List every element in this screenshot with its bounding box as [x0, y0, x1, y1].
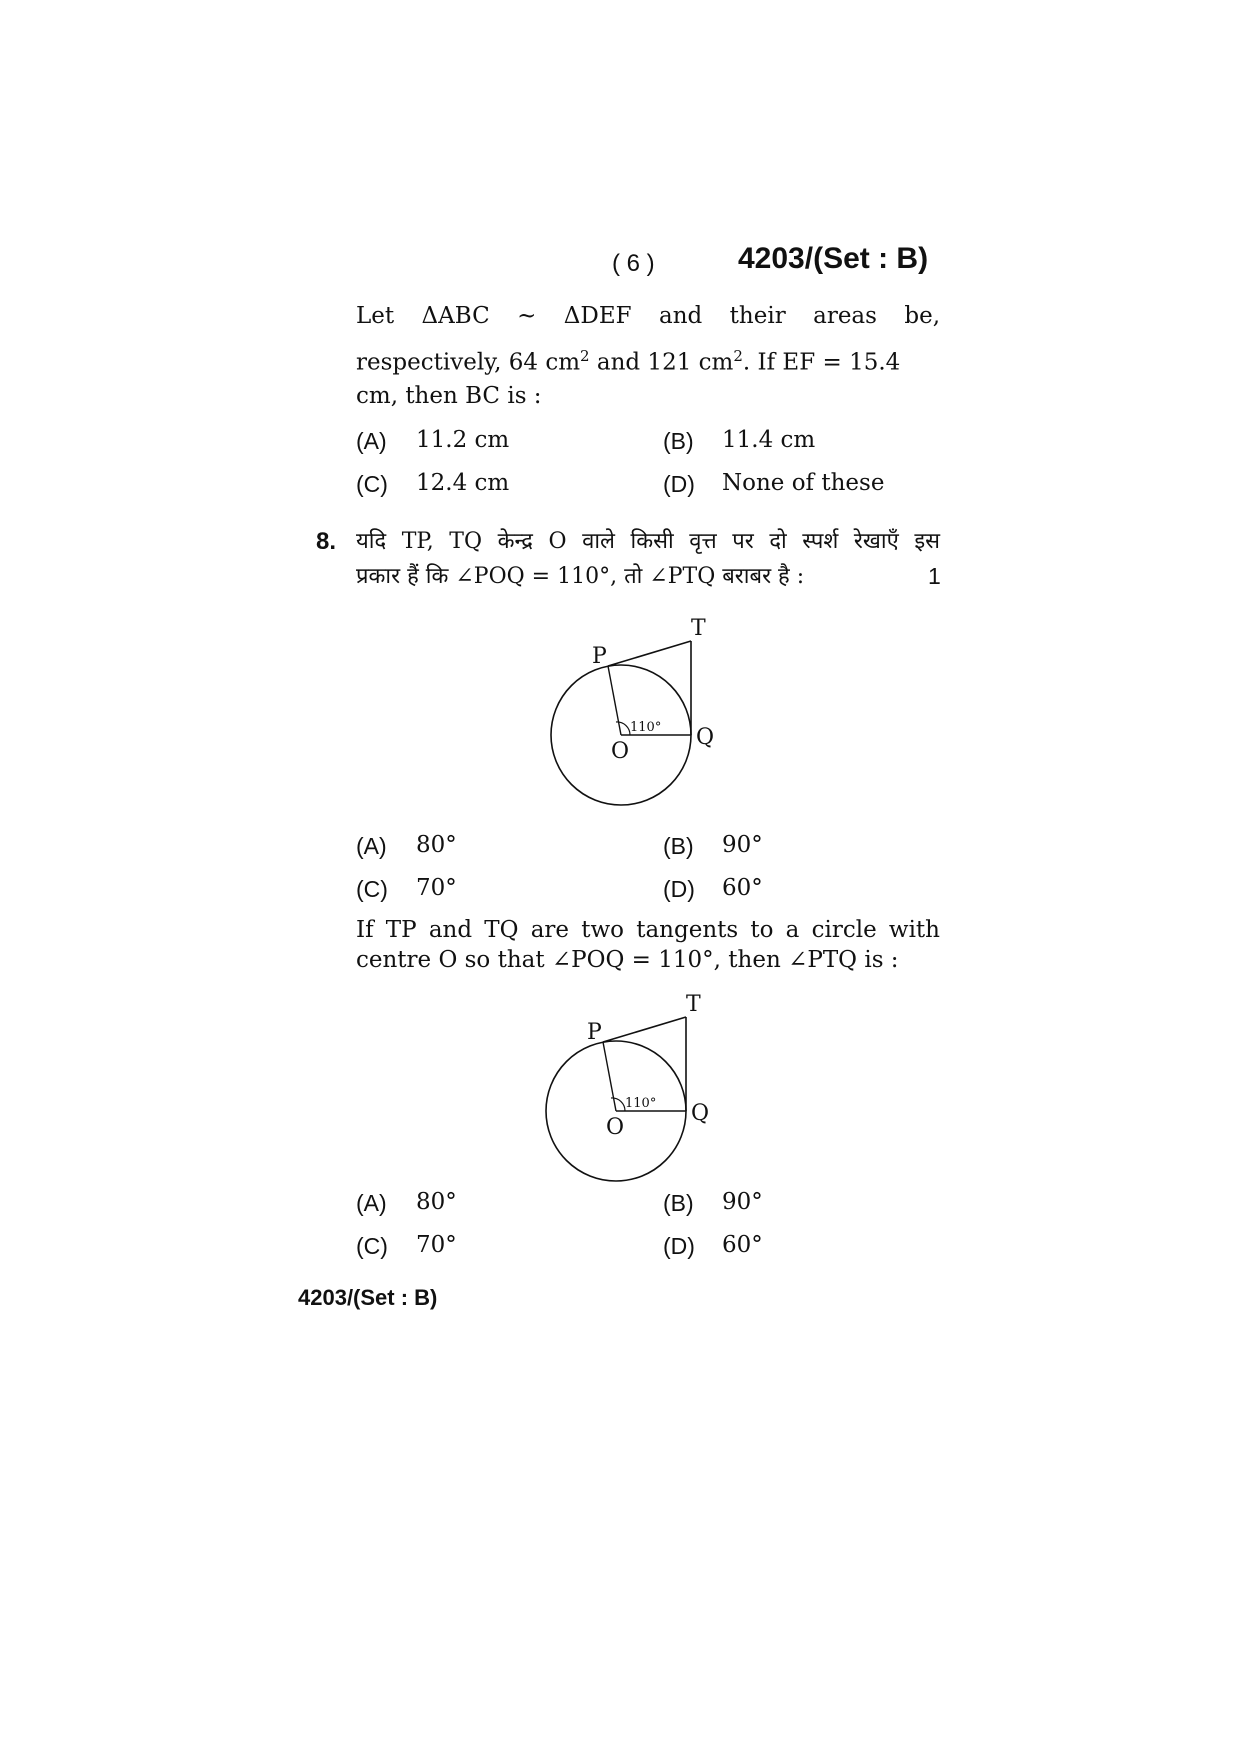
q7-option-d-label: (D) — [663, 471, 695, 497]
q8-english-line-2: centre O so that ∠POQ = 110°, then ∠PTQ is : — [356, 947, 899, 973]
angle-label: 110° — [630, 720, 662, 735]
q7-option-c-label: (C) — [356, 471, 388, 497]
q8-hindi-line-2: प्रकार हैं कि ∠POQ = 110°, तो ∠PTQ बराबर है : — [356, 564, 805, 589]
q8-marks: 1 — [928, 563, 941, 589]
q8-english-option-a-value: 80° — [416, 1189, 457, 1215]
radius-op — [603, 1042, 616, 1111]
q7-option-b-label: (B) — [663, 428, 694, 454]
angle-label: 110° — [625, 1096, 657, 1111]
page-number: ( 6 ) — [612, 250, 655, 277]
q8-english-line-1: If TP and TQ are two tangents to a circle with — [356, 917, 940, 943]
label-t: T — [686, 992, 701, 1017]
q7-option-b-value: 11.4 cm — [722, 427, 816, 453]
label-p: P — [587, 1020, 602, 1045]
set-code-footer: 4203/(Set : B) — [298, 1285, 438, 1310]
tangent-tp — [603, 1017, 686, 1042]
q8-english-option-c-value: 70° — [416, 1232, 457, 1258]
q8-hindi-option-a-label: (A) — [356, 833, 387, 859]
q8-hindi-line-1: यदि TP, TQ केन्द्र O वाले किसी वृत्त पर दो स्पर्श रेखाएँ इस — [356, 529, 940, 554]
q8-figure-english — [535, 981, 735, 1191]
label-q: Q — [696, 725, 715, 750]
label-o: O — [611, 739, 630, 764]
q8-hindi-option-b-label: (B) — [663, 833, 694, 859]
radius-op — [608, 666, 621, 735]
label-t: T — [691, 616, 706, 641]
q8-english-option-d-label: (D) — [663, 1233, 695, 1259]
q8-english-option-c-label: (C) — [356, 1233, 388, 1259]
q8-english-option-d-value: 60° — [722, 1232, 763, 1258]
label-o: O — [606, 1115, 625, 1140]
q8-hindi-option-c-value: 70° — [416, 875, 457, 901]
q7-line-3: cm, then BC is : — [356, 383, 542, 409]
angle-arc — [616, 722, 630, 735]
angle-arc — [611, 1098, 625, 1111]
q8-english-option-b-value: 90° — [722, 1189, 763, 1215]
q8-english-option-b-label: (B) — [663, 1190, 694, 1216]
q7-option-a-label: (A) — [356, 428, 387, 454]
set-code-header: 4203/(Set : B) — [738, 242, 929, 275]
label-q: Q — [691, 1101, 710, 1126]
q8-figure-hindi — [540, 605, 740, 815]
q7-line-2: respectively, 64 $cm^2$ and 121 $cm^2$. If EF = 15.4 — [356, 347, 901, 376]
q8-english-option-a-label: (A) — [356, 1190, 387, 1216]
q7-option-a-value: 11.2 cm — [416, 427, 510, 453]
q7-option-c-value: 12.4 cm — [416, 470, 510, 496]
q8-number: 8. — [316, 528, 337, 555]
q7-option-d-value: None of these — [722, 470, 885, 496]
q7-line-1: Let ΔABC ~ ΔDEF and their areas be, — [356, 303, 941, 329]
label-p: P — [592, 644, 607, 669]
q8-hindi-option-c-label: (C) — [356, 876, 388, 902]
q8-hindi-option-a-value: 80° — [416, 832, 457, 858]
q8-hindi-option-d-value: 60° — [722, 875, 763, 901]
q8-hindi-option-b-value: 90° — [722, 832, 763, 858]
q8-hindi-option-d-label: (D) — [663, 876, 695, 902]
tangent-tp — [608, 641, 691, 666]
